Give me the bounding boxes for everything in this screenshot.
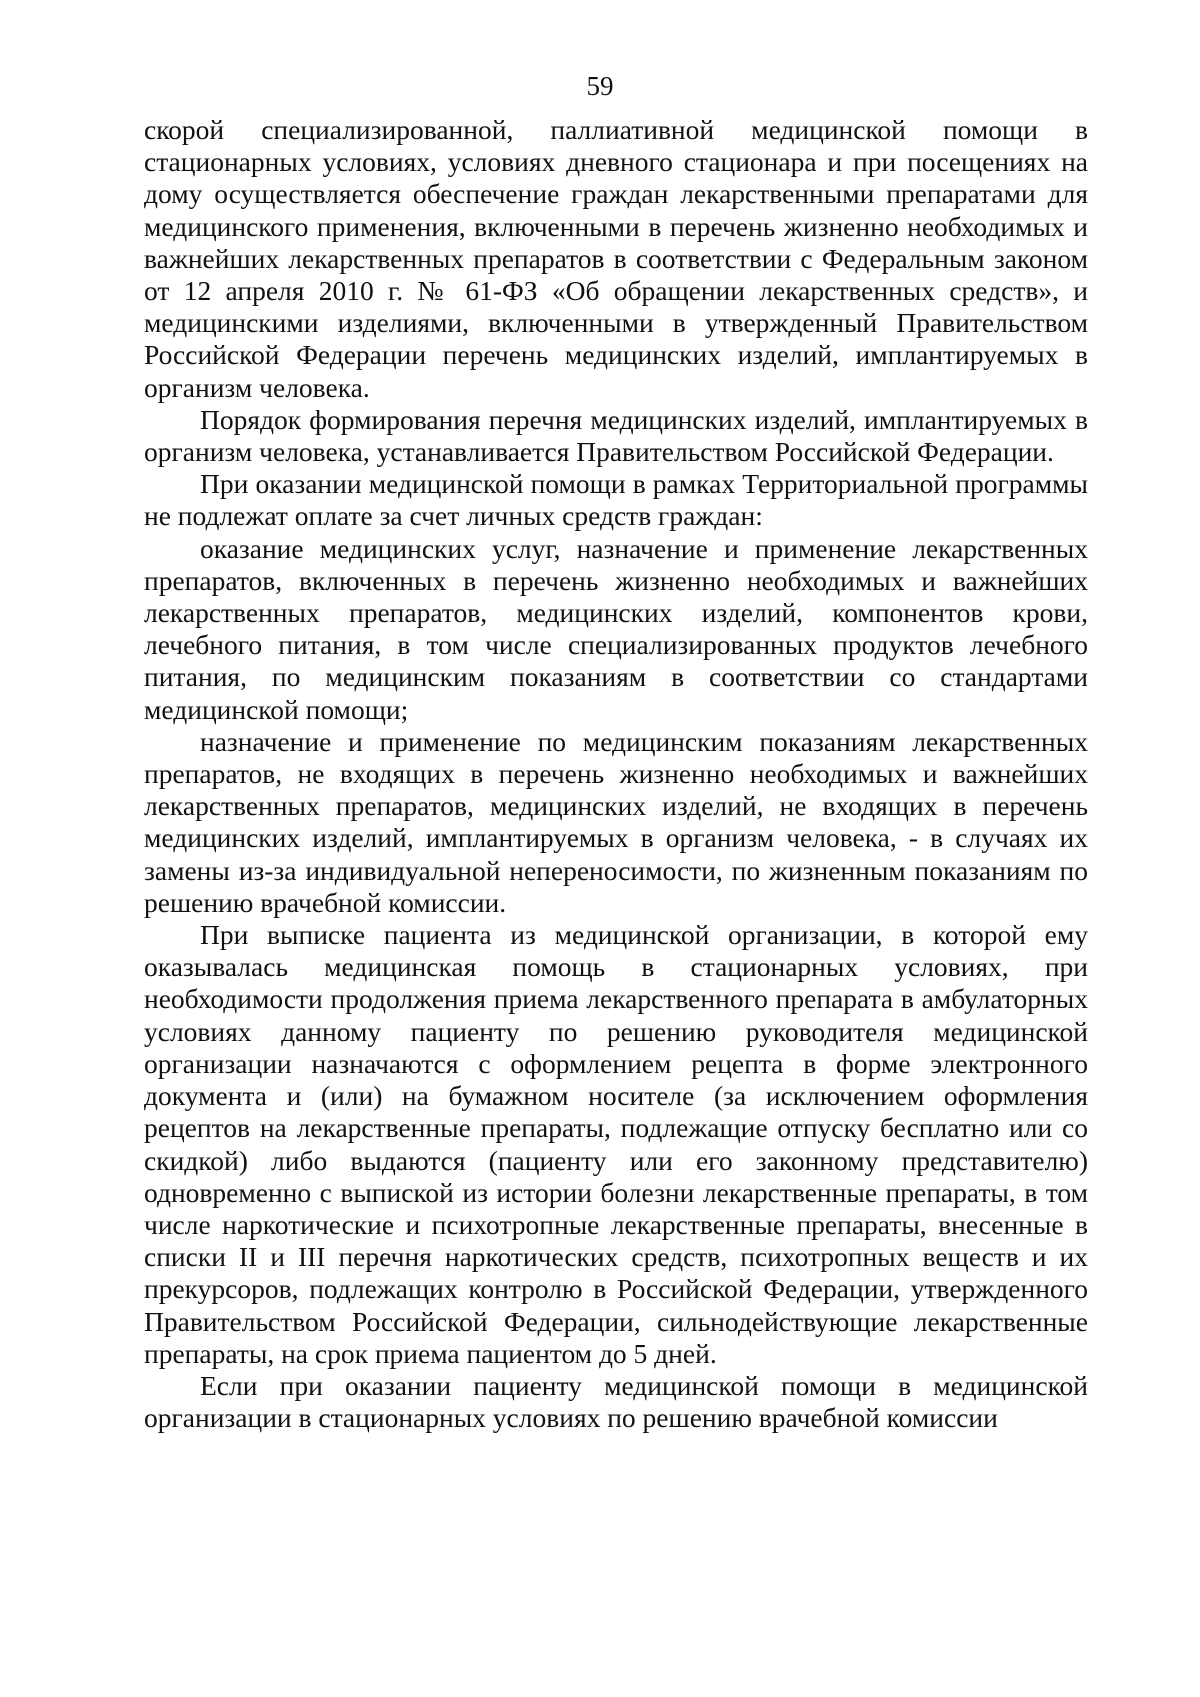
list-item-off-list-drugs: назначение и применение по медицинским показаниям лекарственных препаратов, не входящих в перечень жизненно необходимых и важнейших лекарственных препаратов, медицинских изделий, не входящих в перечень медицинских изделий, имплантируемых в организм человека, - в случаях их замены из-за индивидуальной непереносимости, по жизненным показаниям по решению врачебной комиссии. xyxy=(144,725,1088,918)
page-number: 59 xyxy=(586,71,614,101)
paragraph-implant-list-procedure: Порядок формирования перечня медицинских изделий, имплантируемых в организм человека, устанавливается Правительством Российской Федерации. xyxy=(144,403,1088,468)
list-item-medical-services: оказание медицинских услуг, назначение и применение лекарственных препаратов, включенных в перечень жизненно необходимых и важнейших лекарственных препаратов, медицинских изделий, компонентов крови, лечебного питания, в том числе специализированных продуктов лечебного питания, по медицинским показаниям в соответствии со стандартами медицинской помощи; xyxy=(144,532,1088,725)
document-body xyxy=(144,114,1088,1434)
paragraph-continuation: скорой специализированной, паллиативной медицинской помощи в стационарных условиях, условиях дневного стационара и при посещениях на дому осуществляется обеспечение граждан лекарственными препаратами для медицинского применения, включенными в перечень жизненно необходимых и важнейших лекарственных препаратов в соответствии с Федеральным законом от 12 апреля 2010 г. № 61-ФЗ «Об обращении лекарственных средств», и медицинскими изделиями, включенными в утвержденный Правительством Российской Федерации перечень медицинских изделий, имплантируемых в организм человека. xyxy=(144,114,1088,403)
paragraph-commission-decision: Если при оказании пациенту медицинской помощи в медицинской организации в стационарных условиях по решению врачебной комиссии xyxy=(144,1369,1088,1434)
paragraph-discharge-prescriptions: При выписке пациента из медицинской организации, в которой ему оказывалась медицинская помощь в стационарных условиях, при необходимости продолжения приема лекарственного препарата в амбулаторных условиях данному пациенту по решению руководителя медицинской организации назначаются с оформлением рецепта в форме электронного документа и (или) на бумажном носителе (за исключением оформления рецептов на лекарственные препараты, подлежащие отпуску бесплатно или со скидкой) либо выдаются (пациенту или его законному представителю) одновременно с выпиской из истории болезни лекарственные препараты, в том числе наркотические и психотропные лекарственные препараты, внесенные в списки II и III перечня наркотических средств, психотропных веществ и их прекурсоров, подлежащих контролю в Российской Федерации, утвержденного Правительством Российской Федерации, сильнодействующие лекарственные препараты, на срок приема пациентом до 5 дней. xyxy=(144,919,1088,1369)
paragraph-not-payable-intro: При оказании медицинской помощи в рамках Территориальной программы не подлежат оплате за счет личных средств граждан: xyxy=(144,468,1088,532)
